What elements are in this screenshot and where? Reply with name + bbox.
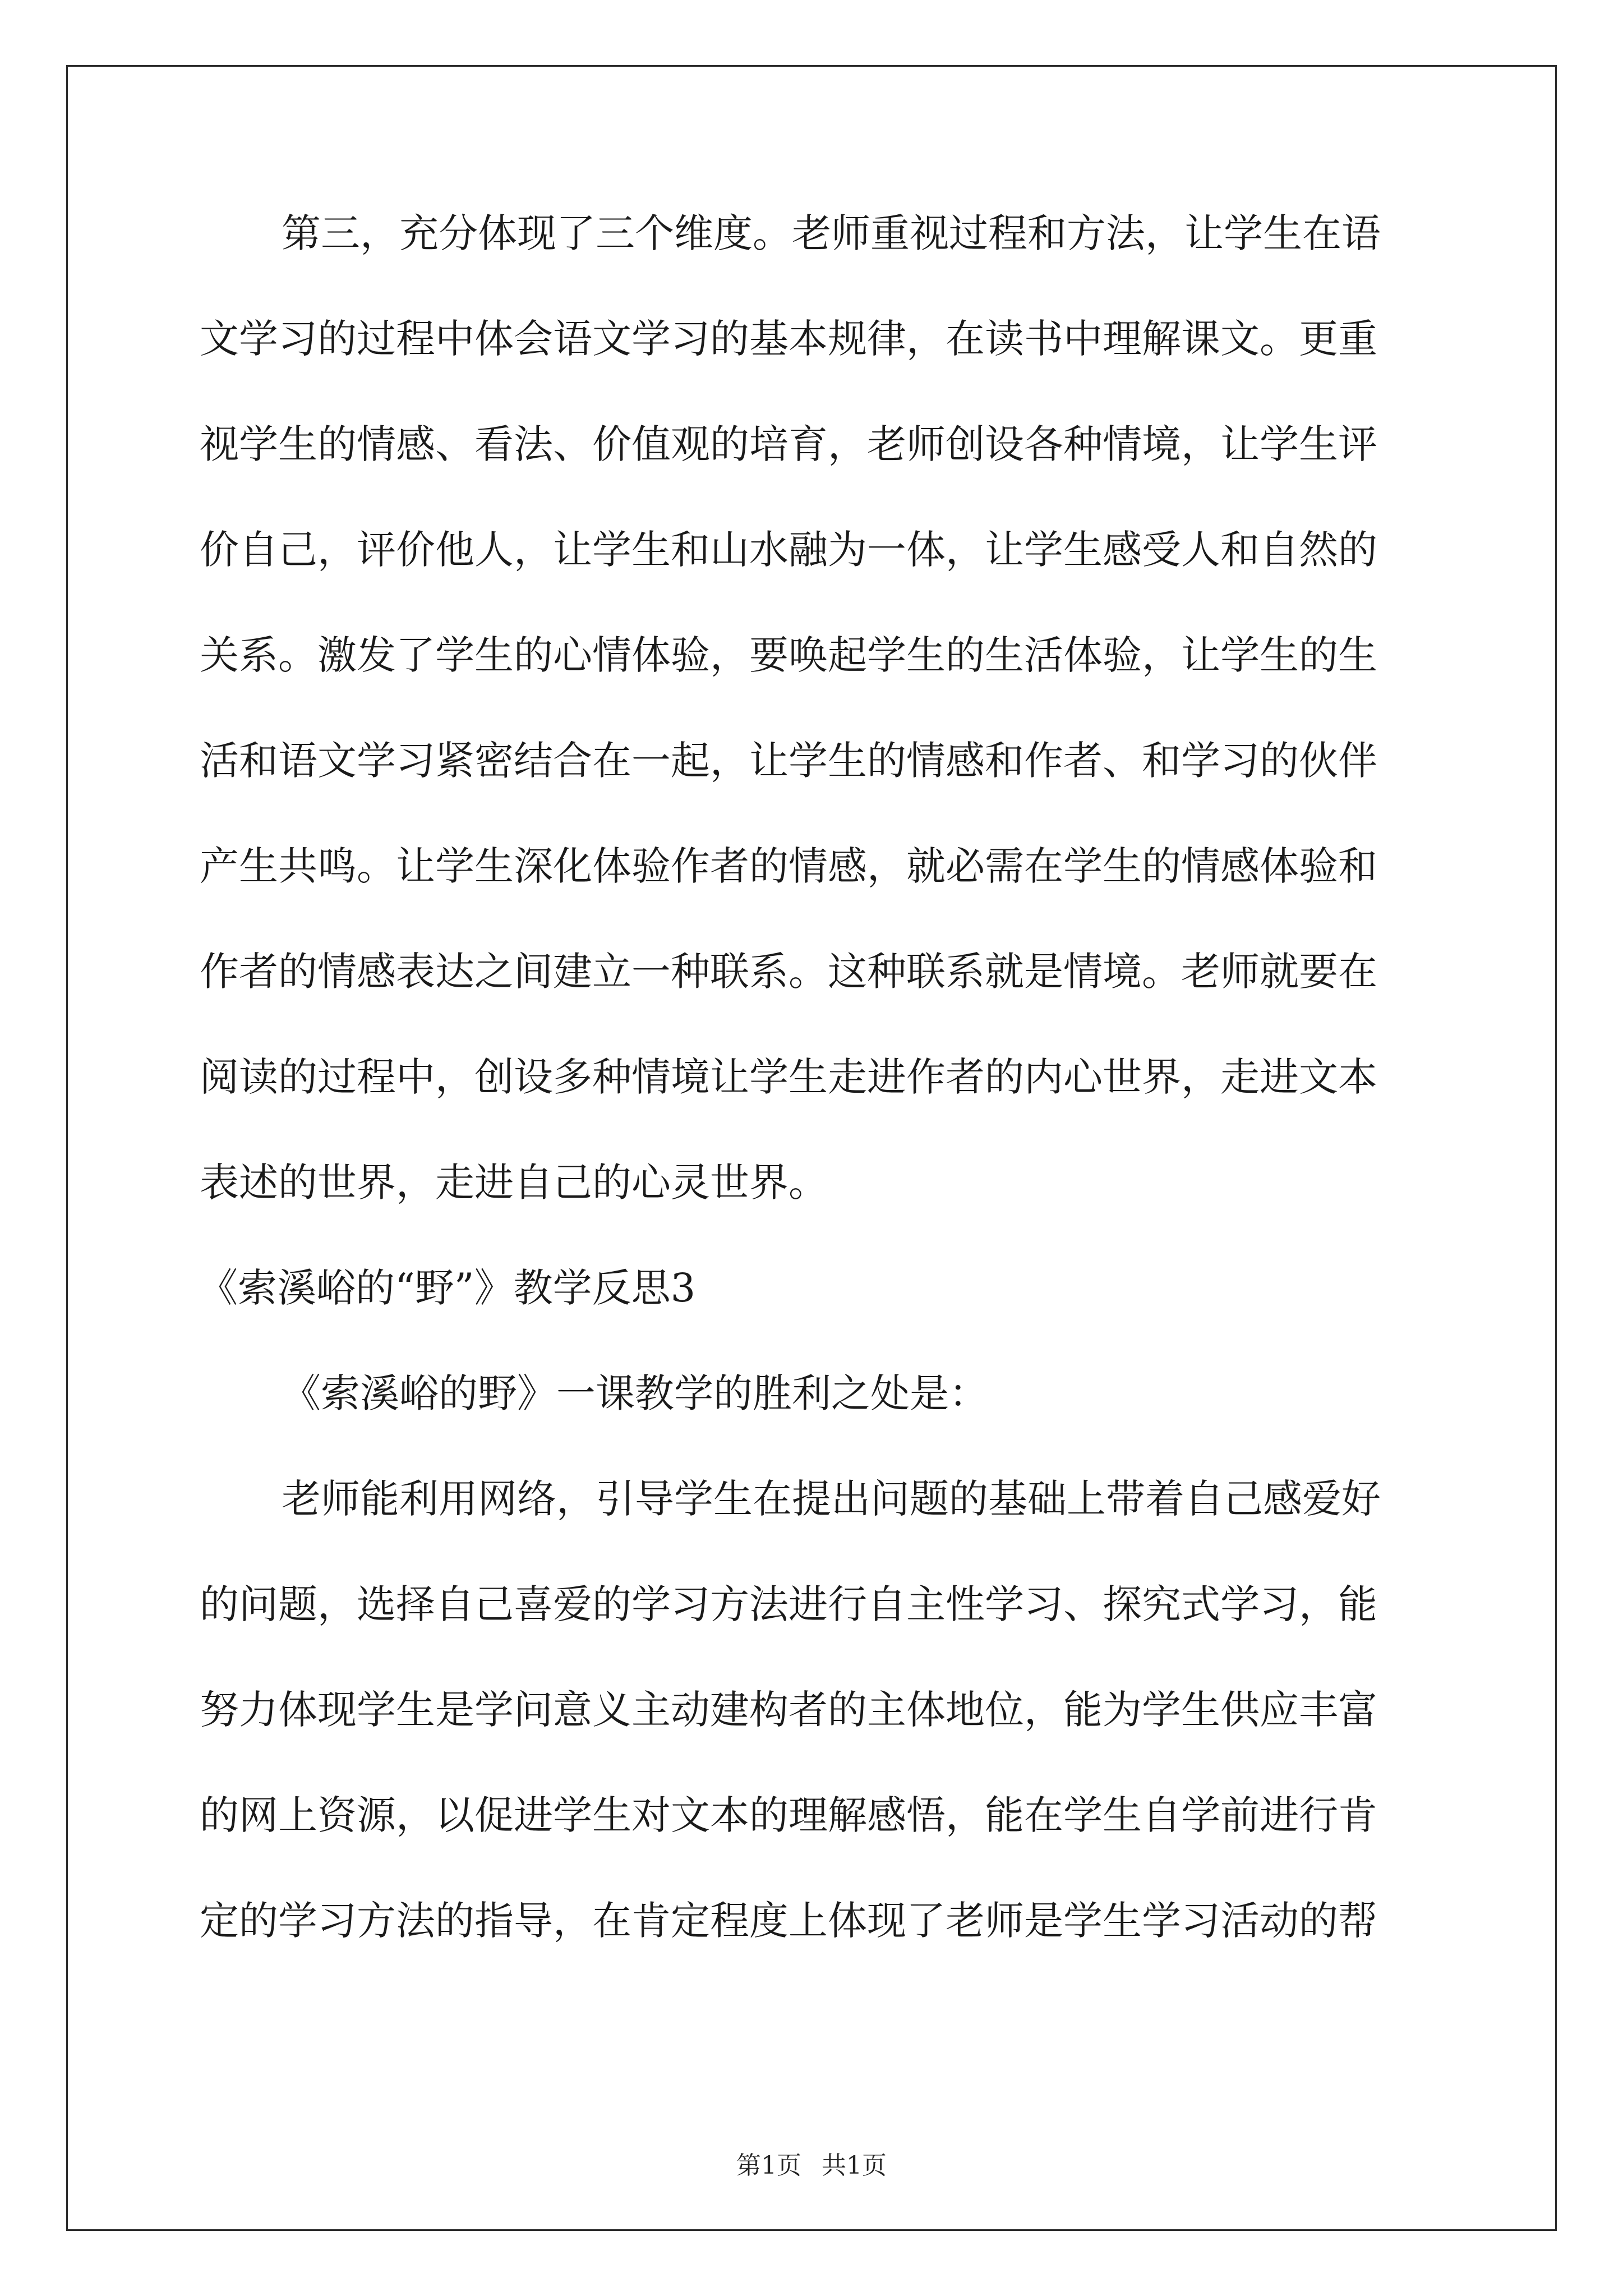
paragraph-line: 第三，充分体现了三个维度。老师重视过程和方法，让学生在语: [282, 210, 1381, 256]
paragraph-line: 的网上资源，以促进学生对文本的理解感悟，能在学生自学前进行肯: [200, 1792, 1377, 1838]
page-number: 第1页: [736, 2151, 801, 2180]
page-total: 共1页: [822, 2151, 887, 2180]
section-heading: 《索溪峪的“野”》教学反思3: [199, 1265, 696, 1311]
paragraph-line: 关系。激发了学生的心情体验，要唤起学生的生活体验，让学生的生: [200, 632, 1377, 678]
paragraph-line: 活和语文学习紧密结合在一起，让学生的情感和作者、和学习的伙伴: [200, 738, 1377, 784]
paragraph-line: 的问题，选择自己喜爱的学习方法进行自主性学习、探究式学习，能: [200, 1581, 1377, 1627]
paragraph-line: 阅读的过程中，创设多种情境让学生走进作者的内心世界，走进文本: [200, 1054, 1377, 1100]
paragraph-line: 视学生的情感、看法、价值观的培育，老师创设各种情境，让学生评: [200, 421, 1377, 467]
page-footer: [0, 2152, 1623, 2180]
paragraph-line: 作者的情感表达之间建立一种联系。这种联系就是情境。老师就要在: [200, 949, 1377, 995]
paragraph-line: 文学习的过程中体会语文学习的基本规律，在读书中理解课文。更重: [200, 316, 1377, 362]
paragraph-line: 产生共鸣。让学生深化体验作者的情感，就必需在学生的情感体验和: [200, 843, 1377, 889]
paragraph-line: 《索溪峪的野》一课教学的胜利之处是：: [282, 1370, 988, 1416]
paragraph-line: 表述的世界，走进自己的心灵世界。: [200, 1159, 828, 1205]
document-body: [200, 211, 1428, 2004]
paragraph-line: 老师能利用网络，引导学生在提出问题的基础上带着自己感爱好: [282, 1476, 1381, 1522]
paragraph-line: 定的学习方法的指导，在肯定程度上体现了老师是学生学习活动的帮: [200, 1898, 1377, 1944]
paragraph-line: 努力体现学生是学问意义主动建构者的主体地位，能为学生供应丰富: [200, 1687, 1377, 1733]
paragraph-line: 价自己，评价他人，让学生和山水融为一体，让学生感受人和自然的: [200, 527, 1377, 573]
